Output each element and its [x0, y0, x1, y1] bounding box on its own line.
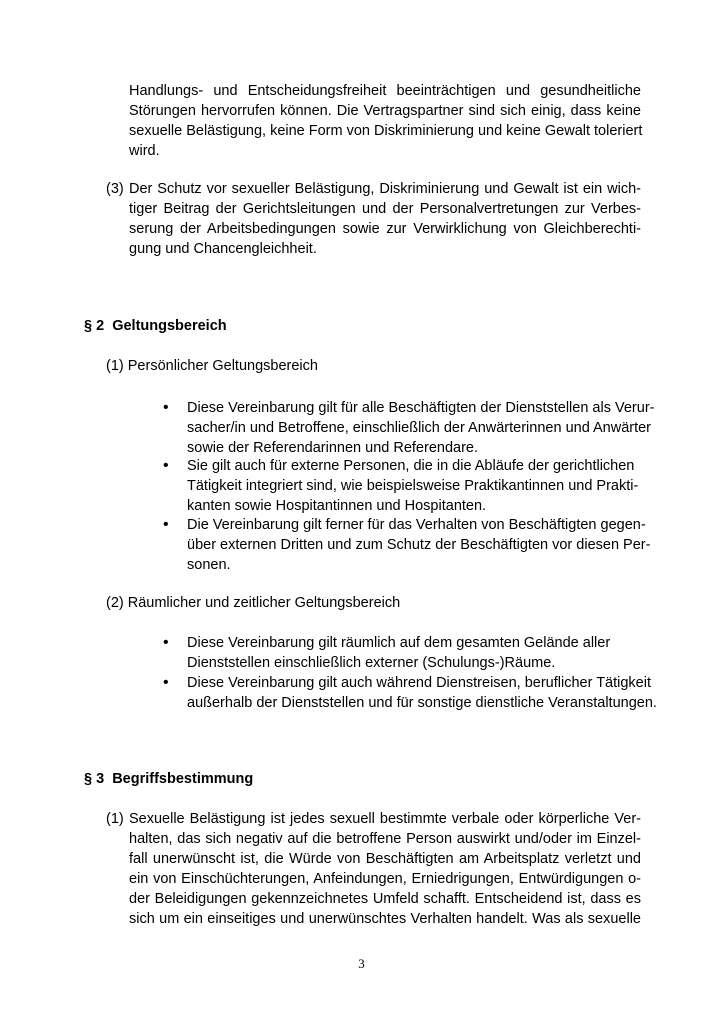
bullet-dot: • — [163, 634, 169, 651]
bullet-line: sonen. — [187, 557, 231, 573]
bullet-line: Sie gilt auch für externe Personen, die in die Abläufe der gerichtlichen — [187, 458, 635, 474]
bullet-line: Diese Vereinbarung gilt für alle Beschäftigten der Dienststellen als Verur- — [187, 400, 655, 416]
bullet-line: Tätigkeit integriert sind, wie beispielsweise Praktikantinnen und Prakti- — [187, 478, 639, 494]
section-2-sub-2-label: (2) Räumlicher und zeitlicher Geltungsbereich — [106, 595, 401, 611]
paragraph-line: gung und Chancengleichheit. — [129, 241, 317, 257]
bullet-dot: • — [163, 674, 169, 691]
bullet-line: Diese Vereinbarung gilt räumlich auf dem gesamten Gelände aller — [187, 635, 611, 651]
intro-line: sexuelle Belästigung, keine Form von Diskriminierung und keine Gewalt toleriert — [129, 123, 643, 139]
intro-paragraph — [129, 81, 641, 161]
bullet-text — [187, 398, 655, 458]
bullet-line: Die Vereinbarung gilt ferner für das Verhalten von Beschäftigten gegen- — [187, 517, 646, 533]
intro-line: Störungen hervorrufen können. Die Vertragspartner sind sich einig, dass keine — [129, 103, 641, 119]
section-3-paragraph-1-number: (1) — [106, 811, 124, 827]
bullet-line: über externen Dritten und zum Schutz der Beschäftigten vor diesen Per- — [187, 537, 651, 553]
section-2-heading: § 2 Geltungsbereich — [84, 318, 227, 334]
bullet-dot: • — [163, 399, 169, 416]
paragraph-line: der Beleidigungen gekennzeichnetes Umfeld schafft. Entscheidend ist, dass es — [129, 891, 641, 907]
bullet-line: außerhalb der Dienststellen und für sonstige dienstliche Veranstaltungen. — [187, 695, 657, 711]
paragraph-line: Der Schutz vor sexueller Belästigung, Diskriminierung und Gewalt ist ein wich- — [129, 181, 641, 197]
section-3-paragraph-1 — [129, 809, 641, 929]
paragraph-line: serung der Arbeitsbedingungen sowie zur Verwirklichung von Gleichberechti- — [129, 221, 641, 237]
bullet-line: Dienststellen einschließlich externer (Schulungs-)Räume. — [187, 655, 556, 671]
paragraph-line: fall unerwünscht ist, die Würde von Beschäftigten am Arbeitsplatz verletzt und — [129, 851, 641, 867]
paragraph-line: tiger Beitrag der Gerichtsleitungen und der Personalvertretungen zur Verbes- — [129, 201, 641, 217]
bullet-line: sowie der Referendarinnen und Referendare. — [187, 440, 478, 456]
paragraph-3-number: (3) — [106, 181, 124, 197]
bullet-text — [187, 673, 657, 713]
paragraph-line: ein von Einschüchterungen, Anfeindungen, Erniedrigungen, Entwürdigungen o- — [129, 871, 641, 887]
bullet-dot: • — [163, 516, 169, 533]
intro-line: wird. — [129, 143, 160, 159]
bullet-line: Diese Vereinbarung gilt auch während Dienstreisen, beruflicher Tätigkeit — [187, 675, 651, 691]
paragraph-line: halten, das sich negativ auf die betroffene Person auswirkt und/oder im Einzel- — [129, 831, 641, 847]
paragraph-line: sich um ein einseitiges und unerwünschtes Verhalten handelt. Was als sexuelle — [129, 911, 641, 927]
bullet-text — [187, 456, 639, 516]
page-number: 3 — [358, 956, 365, 971]
section-2-sub-1-label: (1) Persönlicher Geltungsbereich — [106, 358, 318, 374]
paragraph-3 — [129, 179, 641, 259]
section-3-heading: § 3 Begriffsbestimmung — [84, 771, 254, 787]
bullet-line: sacher/in und Betroffene, einschließlich der Anwärterinnen und Anwärter — [187, 420, 652, 436]
bullet-dot: • — [163, 457, 169, 474]
bullet-text — [187, 515, 651, 575]
intro-line: Handlungs- und Entscheidungsfreiheit beeinträchtigen und gesundheitliche — [129, 83, 641, 99]
bullet-line: kanten sowie Hospitantinnen und Hospitanten. — [187, 498, 487, 514]
paragraph-line: Sexuelle Belästigung ist jedes sexuell bestimmte verbale oder körperliche Ver- — [129, 811, 641, 827]
bullet-text — [187, 633, 611, 673]
